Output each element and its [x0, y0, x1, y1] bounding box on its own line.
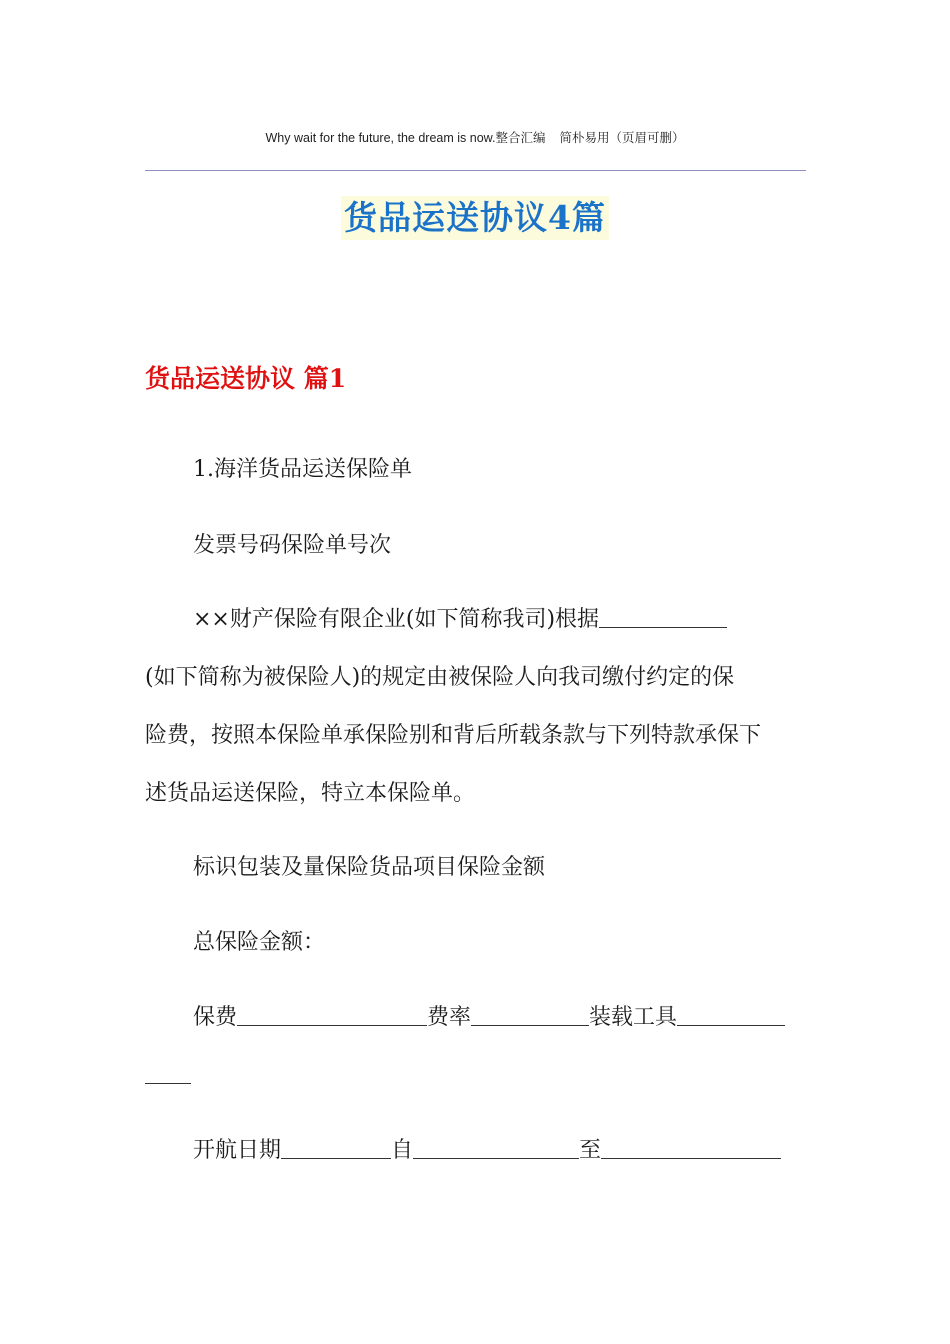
paragraph-intro-line4: 述货品运送保险，特立本保险单。	[145, 781, 476, 806]
header-label-easy: 简朴易用（页眉可删）	[559, 131, 685, 145]
page-header	[0, 128, 950, 146]
blank-from	[413, 1136, 579, 1159]
paragraph-item1: 1.海洋货品运送保险单	[193, 457, 412, 482]
paragraph-premium-cont	[145, 1059, 191, 1093]
sail-date-label: 开航日期	[193, 1138, 282, 1163]
paragraph-total: 总保险金额：	[193, 930, 326, 955]
blank-to	[601, 1136, 781, 1159]
to-label: 至	[579, 1138, 602, 1163]
header-slogan: Why wait for the future, the dream is now.	[265, 131, 496, 145]
paragraph-intro-line3: 险费，按照本保险单承保险别和背后所载条款与下列特款承保下	[145, 723, 762, 748]
section-heading: 货品运送协议 篇1	[145, 364, 347, 393]
paragraph-sailing	[145, 1134, 855, 1168]
premium-label: 保费	[193, 1005, 238, 1030]
paragraph-intro-line2: (如下简称为被保险人)的规定由被保险人向我司缴付约定的保	[145, 665, 735, 690]
intro-line1-text: ××财产保险有限企业(如下简称我司)根据	[193, 607, 600, 632]
paragraph-intro-line1	[145, 603, 855, 637]
blank-premium	[237, 1003, 427, 1026]
vehicle-label: 装载工具	[589, 1005, 678, 1030]
blank-insured-name	[599, 605, 727, 628]
header-label-compiled: 整合汇编	[495, 131, 546, 145]
from-label: 自	[391, 1138, 414, 1163]
paragraph-invoice: 发票号码保险单号次	[193, 533, 392, 558]
blank-rate	[471, 1003, 589, 1026]
paragraph-marks: 标识包装及量保险货品项目保险金额	[193, 855, 546, 880]
rate-label: 费率	[427, 1005, 472, 1030]
document-title-text: 货品运送协议4篇	[341, 196, 609, 240]
document-title	[0, 196, 950, 240]
blank-vehicle-cont	[145, 1061, 191, 1084]
blank-sail-date	[281, 1136, 391, 1159]
blank-vehicle	[677, 1003, 785, 1026]
header-divider	[145, 170, 806, 171]
paragraph-premium	[145, 1001, 855, 1035]
